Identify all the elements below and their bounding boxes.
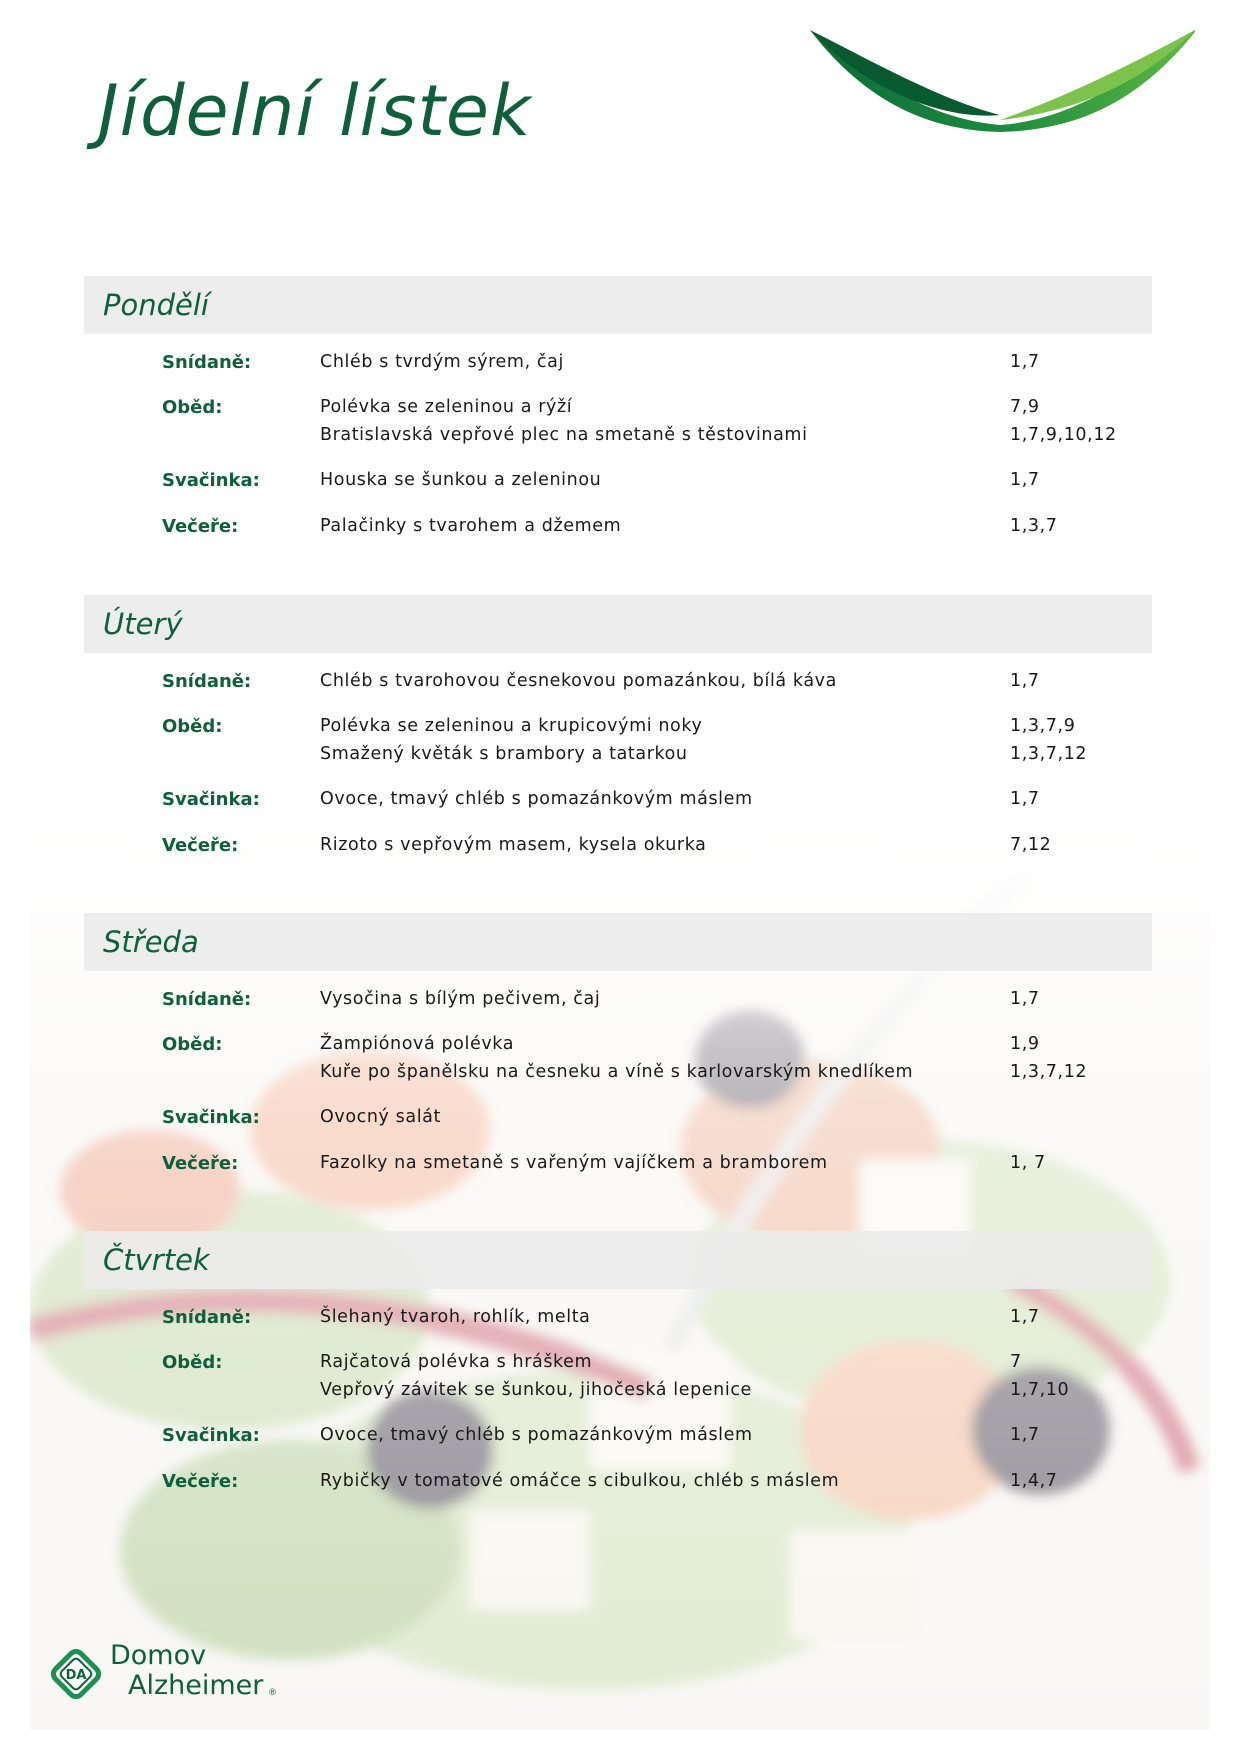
menu-item-name: Smažený květák s brambory a tatarkou [320,744,688,764]
menu-item-allergens: 1,7 [1010,789,1040,809]
menu-item [320,1153,1140,1181]
logo-line2: Alzheimer [128,1670,264,1701]
meal-label: Oběd: [162,1352,223,1373]
meal-label: Večeře: [162,1471,239,1492]
menu-item [320,744,1140,772]
menu-item-allergens: 1,7 [1010,352,1040,372]
menu-item [320,1425,1140,1453]
menu-item [320,1307,1140,1335]
meal-label: Svačinka: [162,1107,260,1128]
meal-items [320,1107,1140,1135]
menu-item-name: Vysočina s bílým pečivem, čaj [320,989,601,1009]
meal-label: Večeře: [162,835,239,856]
menu-item [320,1471,1140,1499]
meal-items [320,470,1140,498]
day-header: Pondělí [84,276,1152,334]
menu-item [320,671,1140,699]
menu-item-name: Žampiónová polévka [320,1034,515,1054]
meal-label: Svačinka: [162,1425,260,1446]
menu-item [320,1380,1140,1408]
menu-item-name: Ovocný salát [320,1107,441,1127]
menu-item-allergens: 1,7 [1010,470,1040,490]
meal-label: Svačinka: [162,789,260,810]
meal-label: Snídaně: [162,1307,252,1328]
logo-mark: DA [65,1668,87,1683]
day-section [84,595,1152,895]
day-header: Úterý [84,595,1152,653]
meal-label: Večeře: [162,516,239,537]
menu-item-name: Ovoce, tmavý chléb s pomazánkovým máslem [320,789,753,809]
logo-line1: Domov [110,1640,207,1671]
menu-item [320,1107,1140,1135]
menu-item [320,1062,1140,1090]
meal-items [320,716,1140,772]
menu-item-allergens: 1,7,9,10,12 [1010,425,1117,445]
menu-item [320,989,1140,1017]
meal-items [320,1034,1140,1090]
menu-item [320,1034,1140,1062]
brand-swoosh-icon [800,20,1200,135]
day-section [84,913,1152,1213]
meal-label: Oběd: [162,397,223,418]
meal-items [320,1153,1140,1181]
menu-item-name: Fazolky na smetaně s vařeným vajíčkem a bramborem [320,1153,828,1173]
menu-item-allergens: 1,9 [1010,1034,1040,1054]
menu-item [320,425,1140,453]
page-title: Jídelní lístek [98,70,532,152]
menu-item-name: Houska se šunkou a zeleninou [320,470,602,490]
menu-item-allergens: 1,3,7,12 [1010,1062,1088,1082]
menu-item-name: Rybičky v tomatové omáčce s cibulkou, chléb s máslem [320,1471,840,1491]
meal-items [320,989,1140,1017]
menu-item-name: Ovoce, tmavý chléb s pomazánkovým máslem [320,1425,753,1445]
day-section [84,1231,1152,1531]
menu-item-allergens: 1,7 [1010,1425,1040,1445]
da-logo-icon [50,1648,102,1700]
meal-label: Oběd: [162,716,223,737]
menu-item [320,397,1140,425]
menu-item-name: Rizoto s vepřovým masem, kysela okurka [320,835,707,855]
menu-item-name: Polévka se zeleninou a rýží [320,397,573,417]
meal-label: Oběd: [162,1034,223,1055]
logo-registered: ® [268,1688,277,1698]
menu-item [320,470,1140,498]
meal-items [320,835,1140,863]
meal-items [320,352,1140,380]
menu-item-name: Polévka se zeleninou a krupicovými noky [320,716,703,736]
menu-item [320,789,1140,817]
menu-item [320,352,1140,380]
meal-label: Snídaně: [162,352,252,373]
day-section [84,276,1152,576]
menu-item-name: Chléb s tvrdým sýrem, čaj [320,352,564,372]
menu-item-name: Rajčatová polévka s hráškem [320,1352,593,1372]
meal-label: Snídaně: [162,671,252,692]
menu-item [320,1352,1140,1380]
meal-items [320,1471,1140,1499]
menu-item-name: Vepřový závitek se šunkou, jihočeská lepenice [320,1380,752,1400]
menu-item-name: Palačinky s tvarohem a džemem [320,516,622,536]
menu-item-allergens: 1,3,7,12 [1010,744,1088,764]
day-header: Středa [84,913,1152,971]
menu-item-allergens: 1,7,10 [1010,1380,1070,1400]
domov-alzheimer-logo [50,1638,280,1708]
meal-label: Snídaně: [162,989,252,1010]
menu-item-name: Bratislavská vepřové plec na smetaně s těstovinami [320,425,808,445]
menu-item-allergens: 1,3,7,9 [1010,716,1076,736]
menu-item-name: Kuře po španělsku na česneku a víně s karlovarským knedlíkem [320,1062,914,1082]
meal-items [320,1425,1140,1453]
menu-item-allergens: 1,4,7 [1010,1471,1058,1491]
meal-items [320,397,1140,453]
menu-item-allergens [1010,1107,1140,1135]
menu-item-allergens: 7 [1010,1352,1022,1372]
menu-item-name: Šlehaný tvaroh, rohlík, melta [320,1307,591,1327]
menu-item-allergens: 1,3,7 [1010,516,1058,536]
menu-item [320,516,1140,544]
menu-item-allergens: 1, 7 [1010,1153,1046,1173]
meal-label: Svačinka: [162,470,260,491]
menu-item-allergens: 1,7 [1010,671,1040,691]
meal-items [320,1352,1140,1408]
day-header: Čtvrtek [84,1231,1152,1289]
menu-item-name: Chléb s tvarohovou česnekovou pomazánkou, bílá káva [320,671,837,691]
menu-item [320,835,1140,863]
menu-item [320,716,1140,744]
menu-item-allergens: 1,7 [1010,989,1040,1009]
menu-item-allergens: 7,12 [1010,835,1052,855]
meal-items [320,671,1140,699]
meal-items [320,1307,1140,1335]
meal-items [320,789,1140,817]
meal-items [320,516,1140,544]
menu-item-allergens: 1,7 [1010,1307,1040,1327]
meal-label: Večeře: [162,1153,239,1174]
menu-item-allergens: 7,9 [1010,397,1040,417]
